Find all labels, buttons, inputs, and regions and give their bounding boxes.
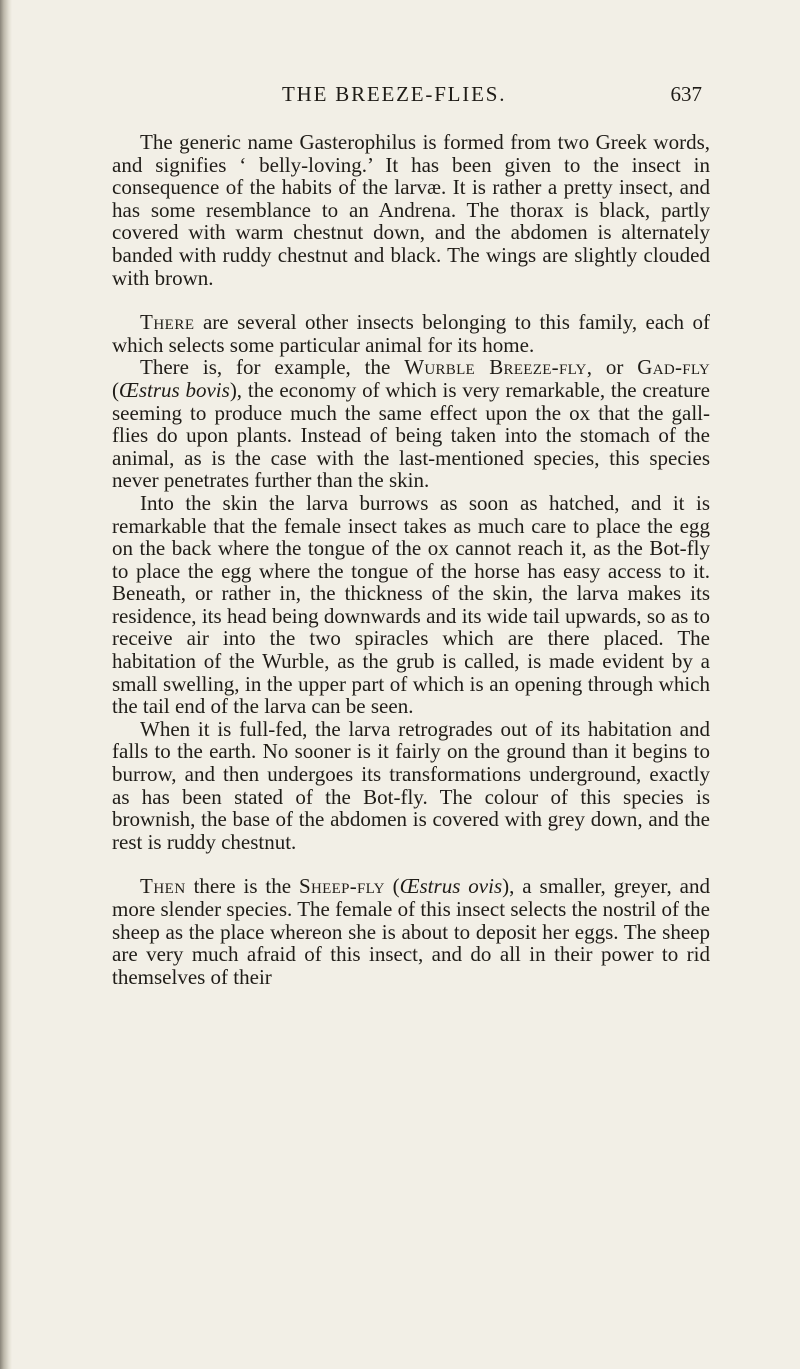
paragraph-text: When it is full-fed, the larva retrogrades out of its habitation and falls to the earth. No sooner is it fairly on the ground than it begins to burrow, and then undergoes its transformations underground, exactly as has been stated of the Bot-fly. The colour of this species is brownish, the base of the abdomen is covered with grey down, and the rest is ruddy chestnut. (112, 716, 710, 854)
species-latin-name: Œstrus bovis (119, 377, 230, 402)
species-common-name: Wurble Breeze-fly (404, 355, 587, 380)
paragraph-full-fed (112, 718, 710, 854)
paragraph-other-insects (112, 311, 710, 356)
paragraph-lead-word: There (140, 310, 195, 335)
page-number: 637 (670, 82, 702, 106)
paragraph-text: The generic name Gasterophilus is formed from two Greek words, and signifies ‘ belly-loving.’ It has been given to the insect in consequence of the habits of the larvæ. It is rather a pretty insect, and has some resemblance to an Andrena. The thorax is black, partly covered with warm chestnut down, and the abdomen is alternately banded with ruddy chestnut and black. The wings are slightly clouded with brown. (112, 130, 710, 290)
species-common-name: Sheep-fly (299, 874, 385, 899)
paragraph-text: are several other insects belonging to this family, each of which selects some particular animal for its home. (112, 310, 710, 357)
paragraph-text: ( (112, 377, 119, 402)
paragraph-text: , or (586, 355, 638, 380)
paragraph-text: ), a smaller, greyer, and more slender species. The female of this insect selects the nostril of the sheep as the place whereon she is about to deposit her eggs. The sheep are very much afraid of this insect, and do all in their power to rid themselves of their (112, 874, 710, 989)
species-latin-name: Œstrus ovis (399, 874, 503, 899)
body-text (112, 131, 710, 988)
paragraph-text: there is the (185, 874, 300, 899)
running-head-title: THE BREEZE-FLIES. (282, 82, 507, 106)
paragraph-text: ), the economy of which is very remarkable, the creature seeming to produce much the same effect upon the ox that the gall-flies do upon plants. Instead of being taken into the stomach of the animal, as is the case with the last-mentioned species, this species never penetrates further than the skin. (112, 377, 710, 493)
paragraph-gasterophilus (112, 131, 710, 289)
paragraph-wurble-breeze-fly (112, 356, 710, 492)
paragraph-sheep-fly (112, 875, 710, 988)
paragraph-lead-word: Then (140, 874, 186, 899)
paragraph-larva-skin (112, 492, 710, 718)
paragraph-text: ( (384, 874, 400, 899)
paragraph-text: There is, for example, the (140, 355, 405, 380)
running-head (282, 82, 702, 112)
paragraph-text: Into the skin the larva burrows as soon as hatched, and it is remarkable that the female insect takes as much care to place the egg on the back where the tongue of the ox cannot reach it, as the Bot-fly to place the egg where the tongue of the horse has easy access to it. Beneath, or rather in, the thickness of the skin, the larva makes its residence, its head being downwards and its wide tail upwards, so as to receive air into the two spiracles which are there placed. The habitation of the Wurble, as the grub is called, is made evident by a small swelling, in the upper part of which is an opening through which the tail end of the larva can be seen. (112, 490, 710, 719)
species-common-name: Gad-fly (637, 355, 710, 380)
